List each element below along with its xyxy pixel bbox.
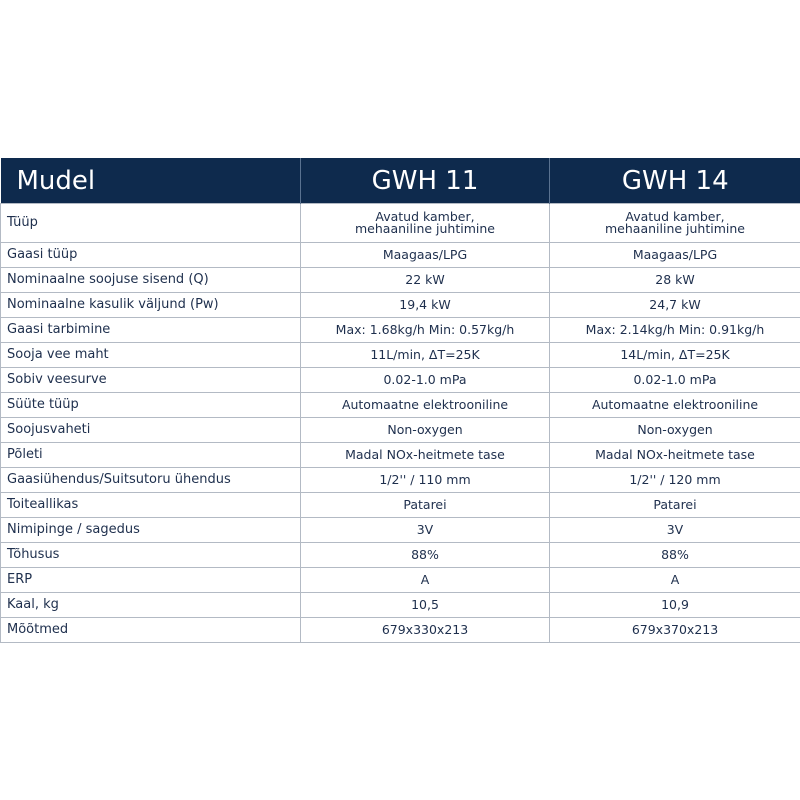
row-value-gwh11: 679x330x213 <box>301 618 550 643</box>
row-value-gwh14: 14L/min, ΔT=25K <box>550 343 800 368</box>
row-value-gwh14: 1/2'' / 120 mm <box>550 468 800 493</box>
row-value-gwh11: 1/2'' / 110 mm <box>301 468 550 493</box>
row-value-gwh14: Madal NOx-heitmete tase <box>550 443 800 468</box>
header-model-gwh11: GWH 11 <box>301 158 550 204</box>
row-value-gwh14: 28 kW <box>550 268 800 293</box>
table-row <box>1 204 800 243</box>
row-label: Põleti <box>1 443 301 468</box>
row-value-gwh11: Max: 1.68kg/h Min: 0.57kg/h <box>301 318 550 343</box>
row-value-gwh11: Non-oxygen <box>301 418 550 443</box>
header-model-gwh14: GWH 14 <box>550 158 800 204</box>
row-value-line: mehaaniline juhtimine <box>355 221 495 236</box>
row-value-gwh11: A <box>301 568 550 593</box>
row-value-gwh11: 88% <box>301 543 550 568</box>
row-value-gwh14: Non-oxygen <box>550 418 800 443</box>
table-row <box>1 618 800 643</box>
row-value-gwh14: 10,9 <box>550 593 800 618</box>
row-value-line: Avatud kamber, <box>375 209 475 224</box>
table-row <box>1 418 800 443</box>
table-row <box>1 343 800 368</box>
row-label: Soojusvaheti <box>1 418 301 443</box>
row-value-gwh14: 24,7 kW <box>550 293 800 318</box>
row-value-gwh11: 11L/min, ΔT=25K <box>301 343 550 368</box>
row-value-line: mehaaniline juhtimine <box>605 221 745 236</box>
table-row <box>1 243 800 268</box>
row-value-gwh14: Patarei <box>550 493 800 518</box>
row-label: Gaasiühendus/Suitsutoru ühendus <box>1 468 301 493</box>
table-header <box>1 158 800 204</box>
row-value-gwh14: Max: 2.14kg/h Min: 0.91kg/h <box>550 318 800 343</box>
table-row <box>1 593 800 618</box>
row-label: Nominaalne soojuse sisend (Q) <box>1 268 301 293</box>
row-value-gwh11: Automaatne elektrooniline <box>301 393 550 418</box>
row-value-gwh14: 679x370x213 <box>550 618 800 643</box>
row-value-gwh11: 19,4 kW <box>301 293 550 318</box>
row-label: Kaal, kg <box>1 593 301 618</box>
table-row <box>1 368 800 393</box>
table-row <box>1 443 800 468</box>
table-row <box>1 568 800 593</box>
row-label: Mõõtmed <box>1 618 301 643</box>
row-label: Nimipinge / sagedus <box>1 518 301 543</box>
table-row <box>1 318 800 343</box>
row-label: Nominaalne kasulik väljund (Pw) <box>1 293 301 318</box>
row-value-gwh11: Madal NOx-heitmete tase <box>301 443 550 468</box>
header-row <box>1 158 800 204</box>
row-label: Sooja vee maht <box>1 343 301 368</box>
row-value-gwh11 <box>301 204 550 243</box>
header-label: Mudel <box>1 158 301 204</box>
row-label: Tüüp <box>1 204 301 243</box>
row-value-gwh11: 0.02-1.0 mPa <box>301 368 550 393</box>
row-value-gwh11: Maagaas/LPG <box>301 243 550 268</box>
row-label: ERP <box>1 568 301 593</box>
row-value-gwh14: 88% <box>550 543 800 568</box>
table-row <box>1 493 800 518</box>
row-label: Gaasi tarbimine <box>1 318 301 343</box>
row-value-gwh14: A <box>550 568 800 593</box>
row-value-line: Avatud kamber, <box>625 209 725 224</box>
table-row <box>1 468 800 493</box>
table-row <box>1 393 800 418</box>
table-row <box>1 293 800 318</box>
row-label: Sobiv veesurve <box>1 368 301 393</box>
row-label: Toiteallikas <box>1 493 301 518</box>
table-row <box>1 268 800 293</box>
row-value-gwh14: 3V <box>550 518 800 543</box>
table-row <box>1 543 800 568</box>
table-row <box>1 518 800 543</box>
row-value-gwh11: Patarei <box>301 493 550 518</box>
spec-table <box>0 158 800 643</box>
row-label: Tõhusus <box>1 543 301 568</box>
row-value-gwh11: 3V <box>301 518 550 543</box>
row-value-gwh11: 22 kW <box>301 268 550 293</box>
row-value-gwh14: Automaatne elektrooniline <box>550 393 800 418</box>
row-value-gwh14: 0.02-1.0 mPa <box>550 368 800 393</box>
row-value-gwh14: Maagaas/LPG <box>550 243 800 268</box>
row-value-gwh14 <box>550 204 800 243</box>
row-value-gwh11: 10,5 <box>301 593 550 618</box>
row-label: Süüte tüüp <box>1 393 301 418</box>
row-label: Gaasi tüüp <box>1 243 301 268</box>
table-body <box>1 204 800 643</box>
